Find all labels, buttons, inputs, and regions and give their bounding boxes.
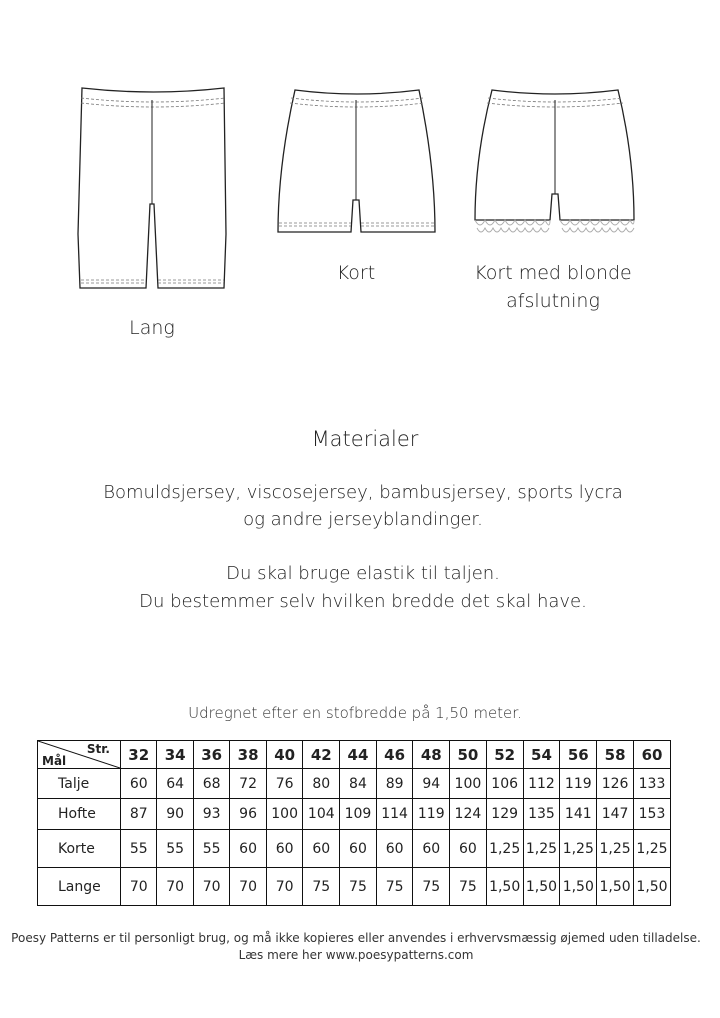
size-header-38: 38	[230, 741, 266, 769]
materials-line-3: Du skal bruge elastik til taljen.	[226, 563, 500, 584]
table-cell: 112	[523, 769, 560, 799]
table-cell: 135	[523, 799, 560, 830]
table-cell: 129	[486, 799, 523, 830]
table-cell: 87	[121, 799, 157, 830]
table-note: Udregnet efter en stofbredde på 1,50 meter.	[188, 704, 522, 722]
lace-shorts-icon	[472, 86, 638, 244]
table-cell: 106	[486, 769, 523, 799]
table-cell: 70	[230, 868, 266, 906]
table-cell: 70	[266, 868, 303, 906]
table-row-korte	[38, 830, 671, 868]
table-cell: 1,50	[560, 868, 597, 906]
table-cell: 104	[303, 799, 340, 830]
table-corner-cell	[38, 741, 121, 769]
row-label-korte: Korte	[38, 830, 121, 868]
size-header-40: 40	[266, 741, 303, 769]
table-cell: 89	[376, 769, 413, 799]
size-header-48: 48	[413, 741, 450, 769]
table-cell: 75	[413, 868, 450, 906]
table-cell: 96	[230, 799, 266, 830]
size-header-44: 44	[340, 741, 377, 769]
lace-shorts-illustration	[472, 86, 638, 244]
table-cell: 70	[193, 868, 229, 906]
footer-copyright: Poesy Patterns er til personligt brug, og må ikke kopieres eller anvendes i erhvervsmæssig øjemed uden tilladelse.	[11, 931, 701, 945]
size-header-50: 50	[450, 741, 487, 769]
table-cell: 1,25	[597, 830, 634, 868]
materials-line-2: og andre jerseyblandinger.	[243, 509, 483, 530]
table-cell: 94	[413, 769, 450, 799]
table-cell: 60	[376, 830, 413, 868]
size-header-36: 36	[193, 741, 229, 769]
size-header-56: 56	[560, 741, 597, 769]
table-cell: 60	[413, 830, 450, 868]
table-cell: 1,50	[523, 868, 560, 906]
row-label-hofte: Hofte	[38, 799, 121, 830]
table-cell: 70	[121, 868, 157, 906]
size-header-60: 60	[634, 741, 671, 769]
table-cell: 72	[230, 769, 266, 799]
table-cell: 93	[193, 799, 229, 830]
table-cell: 133	[634, 769, 671, 799]
short-shorts-illustration	[275, 86, 438, 238]
table-cell: 55	[121, 830, 157, 868]
corner-size-label: Str.	[86, 742, 110, 756]
table-cell: 1,25	[486, 830, 523, 868]
table-cell: 1,25	[560, 830, 597, 868]
table-cell: 1,50	[634, 868, 671, 906]
table-cell: 75	[450, 868, 487, 906]
table-cell: 60	[340, 830, 377, 868]
short-shorts-icon	[275, 86, 438, 238]
table-cell: 60	[266, 830, 303, 868]
table-cell: 109	[340, 799, 377, 830]
table-cell: 90	[157, 799, 193, 830]
table-cell: 126	[597, 769, 634, 799]
size-header-54: 54	[523, 741, 560, 769]
size-header-42: 42	[303, 741, 340, 769]
table-cell: 75	[376, 868, 413, 906]
table-cell: 1,25	[634, 830, 671, 868]
table-cell: 1,25	[523, 830, 560, 868]
table-cell: 75	[303, 868, 340, 906]
table-cell: 100	[450, 769, 487, 799]
table-cell: 55	[193, 830, 229, 868]
table-cell: 124	[450, 799, 487, 830]
table-cell: 68	[193, 769, 229, 799]
table-cell: 55	[157, 830, 193, 868]
garment-label-short: Kort	[336, 262, 376, 284]
table-cell: 70	[157, 868, 193, 906]
table-cell: 76	[266, 769, 303, 799]
table-cell: 141	[560, 799, 597, 830]
table-cell: 60	[450, 830, 487, 868]
materials-line-1: Bomuldsjersey, viscosejersey, bambusjersey, sports lycra	[103, 482, 623, 503]
size-header-row	[38, 741, 671, 769]
corner-measure-label: Mål	[42, 754, 67, 768]
garment-label-lace: Kort med blonde afslutning	[474, 262, 632, 312]
long-shorts-illustration	[76, 84, 232, 294]
table-row-hofte	[38, 799, 671, 830]
garment-label-long: Lang	[129, 317, 175, 339]
size-header-46: 46	[376, 741, 413, 769]
table-cell: 60	[230, 830, 266, 868]
table-cell: 114	[376, 799, 413, 830]
table-cell: 80	[303, 769, 340, 799]
size-header-52: 52	[486, 741, 523, 769]
table-cell: 153	[634, 799, 671, 830]
table-cell: 1,50	[597, 868, 634, 906]
table-cell: 100	[266, 799, 303, 830]
row-label-lange: Lange	[38, 868, 121, 906]
footer-website: Læs mere her www.poesypatterns.com	[238, 948, 474, 962]
table-row-lange	[38, 868, 671, 906]
materials-line-4: Du bestemmer selv hvilken bredde det skal have.	[139, 591, 587, 612]
table-cell: 60	[303, 830, 340, 868]
size-header-32: 32	[121, 741, 157, 769]
table-cell: 84	[340, 769, 377, 799]
table-cell: 64	[157, 769, 193, 799]
size-table	[37, 740, 671, 906]
materials-title: Materialer	[311, 427, 419, 451]
table-cell: 119	[413, 799, 450, 830]
table-cell: 1,50	[486, 868, 523, 906]
size-header-58: 58	[597, 741, 634, 769]
long-shorts-icon	[76, 84, 232, 294]
size-header-34: 34	[157, 741, 193, 769]
table-cell: 60	[121, 769, 157, 799]
table-cell: 147	[597, 799, 634, 830]
table-cell: 119	[560, 769, 597, 799]
row-label-talje: Talje	[38, 769, 121, 799]
table-cell: 75	[340, 868, 377, 906]
table-row-talje	[38, 769, 671, 799]
